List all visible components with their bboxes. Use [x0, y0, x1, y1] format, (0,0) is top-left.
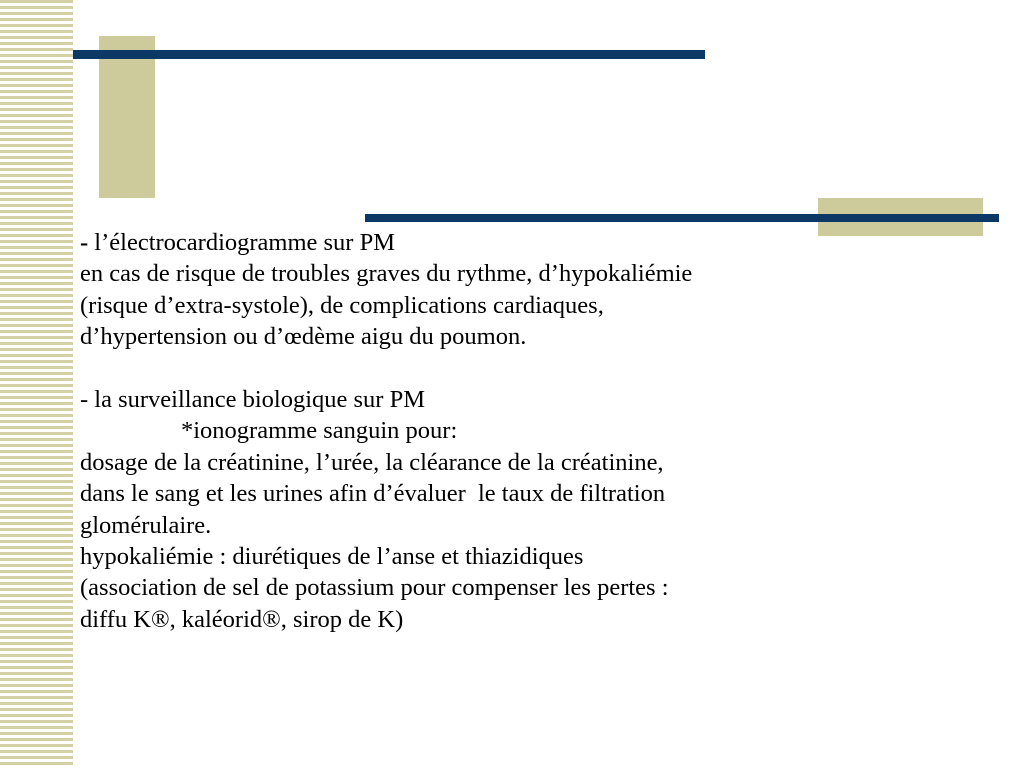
biology-line: (association de sel de potassium pour compenser les pertes : — [80, 574, 669, 602]
heading-dash: - — [80, 229, 89, 256]
biology-line: dans le sang et les urines afin d’évaluer le taux de filtration — [80, 480, 666, 508]
middle-rule — [365, 214, 999, 222]
ecg-line: en cas de risque de troubles graves du rythme, d’hypokaliémie — [80, 260, 693, 288]
ecg-heading — [80, 227, 1000, 258]
biology-line: dosage de la créatinine, l’urée, la cléarance de la créatinine, — [80, 448, 664, 476]
biology-line: diffu K®, kaléorid®, sirop de K) — [80, 605, 404, 633]
biology-heading: - la surveillance biologique sur PM — [80, 386, 425, 414]
ecg-heading-text: l’électrocardiogramme sur PM — [88, 229, 395, 256]
slide-body — [80, 227, 1000, 635]
left-stripe-decoration — [0, 0, 73, 768]
ecg-line: d’hypertension ou d’œdème aigu du poumon. — [80, 323, 527, 351]
biology-line: glomérulaire. — [80, 511, 212, 539]
ecg-line: (risque d’extra-systole), de complications cardiaques, — [80, 291, 604, 319]
vertical-accent-bar — [99, 36, 155, 198]
top-rule — [73, 50, 705, 59]
spacer — [80, 353, 1000, 384]
ionogram-subheading: *ionogramme sanguin pour: — [181, 417, 458, 445]
biology-line: hypokaliémie : diurétiques de l’anse et thiazidiques — [80, 543, 584, 571]
